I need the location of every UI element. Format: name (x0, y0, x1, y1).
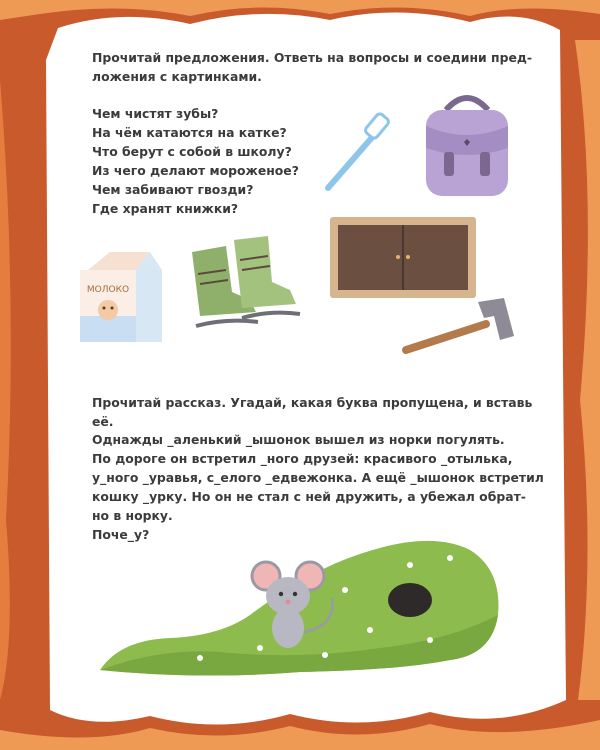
milk-carton-picture[interactable] (74, 246, 169, 346)
question: Из чего делают мороженое? (92, 163, 299, 178)
story-line: По дороге он встретил _ного друзей: красивого _отылька, (92, 451, 513, 466)
ice-skates-picture[interactable] (186, 230, 306, 338)
story-line: кошку _урку. Но он не стал с ней дружить, а убежал обрат- (92, 489, 526, 504)
question: Чем чистят зубы? (92, 106, 219, 121)
question: Чем забивают гвозди? (92, 182, 254, 197)
toothbrush-picture[interactable] (320, 110, 405, 195)
task1-instruction (92, 48, 542, 86)
question-list (92, 104, 299, 218)
story-line: у_ного _уравья, с_елого _едвежонка. А ещё _ышонок встретил (92, 470, 544, 485)
backpack-picture[interactable] (412, 92, 522, 200)
milk-label: МОЛОКО (86, 285, 130, 295)
question: На чём катаются на катке? (92, 125, 287, 140)
question: Что берут с собой в школу? (92, 144, 292, 159)
hammer-picture[interactable] (400, 296, 520, 361)
question: Где хранят книжки? (92, 201, 239, 216)
story-line: Поче_у? (92, 527, 150, 542)
cabinet-picture[interactable] (328, 215, 478, 300)
hill-with-mouse-illustration (100, 520, 500, 685)
story-line: Однажды _аленький _ышонок вышел из норки погулять. (92, 432, 505, 447)
task2-instruction: Прочитай рассказ. Угадай, какая буква пропущена, и вставь её. (92, 395, 533, 429)
instruction-line: ложения с картинками. (92, 69, 262, 84)
story-line: но в норку. (92, 508, 173, 523)
instruction-line: Прочитай предложения. Ответь на вопросы и соедини пред- (92, 50, 533, 65)
